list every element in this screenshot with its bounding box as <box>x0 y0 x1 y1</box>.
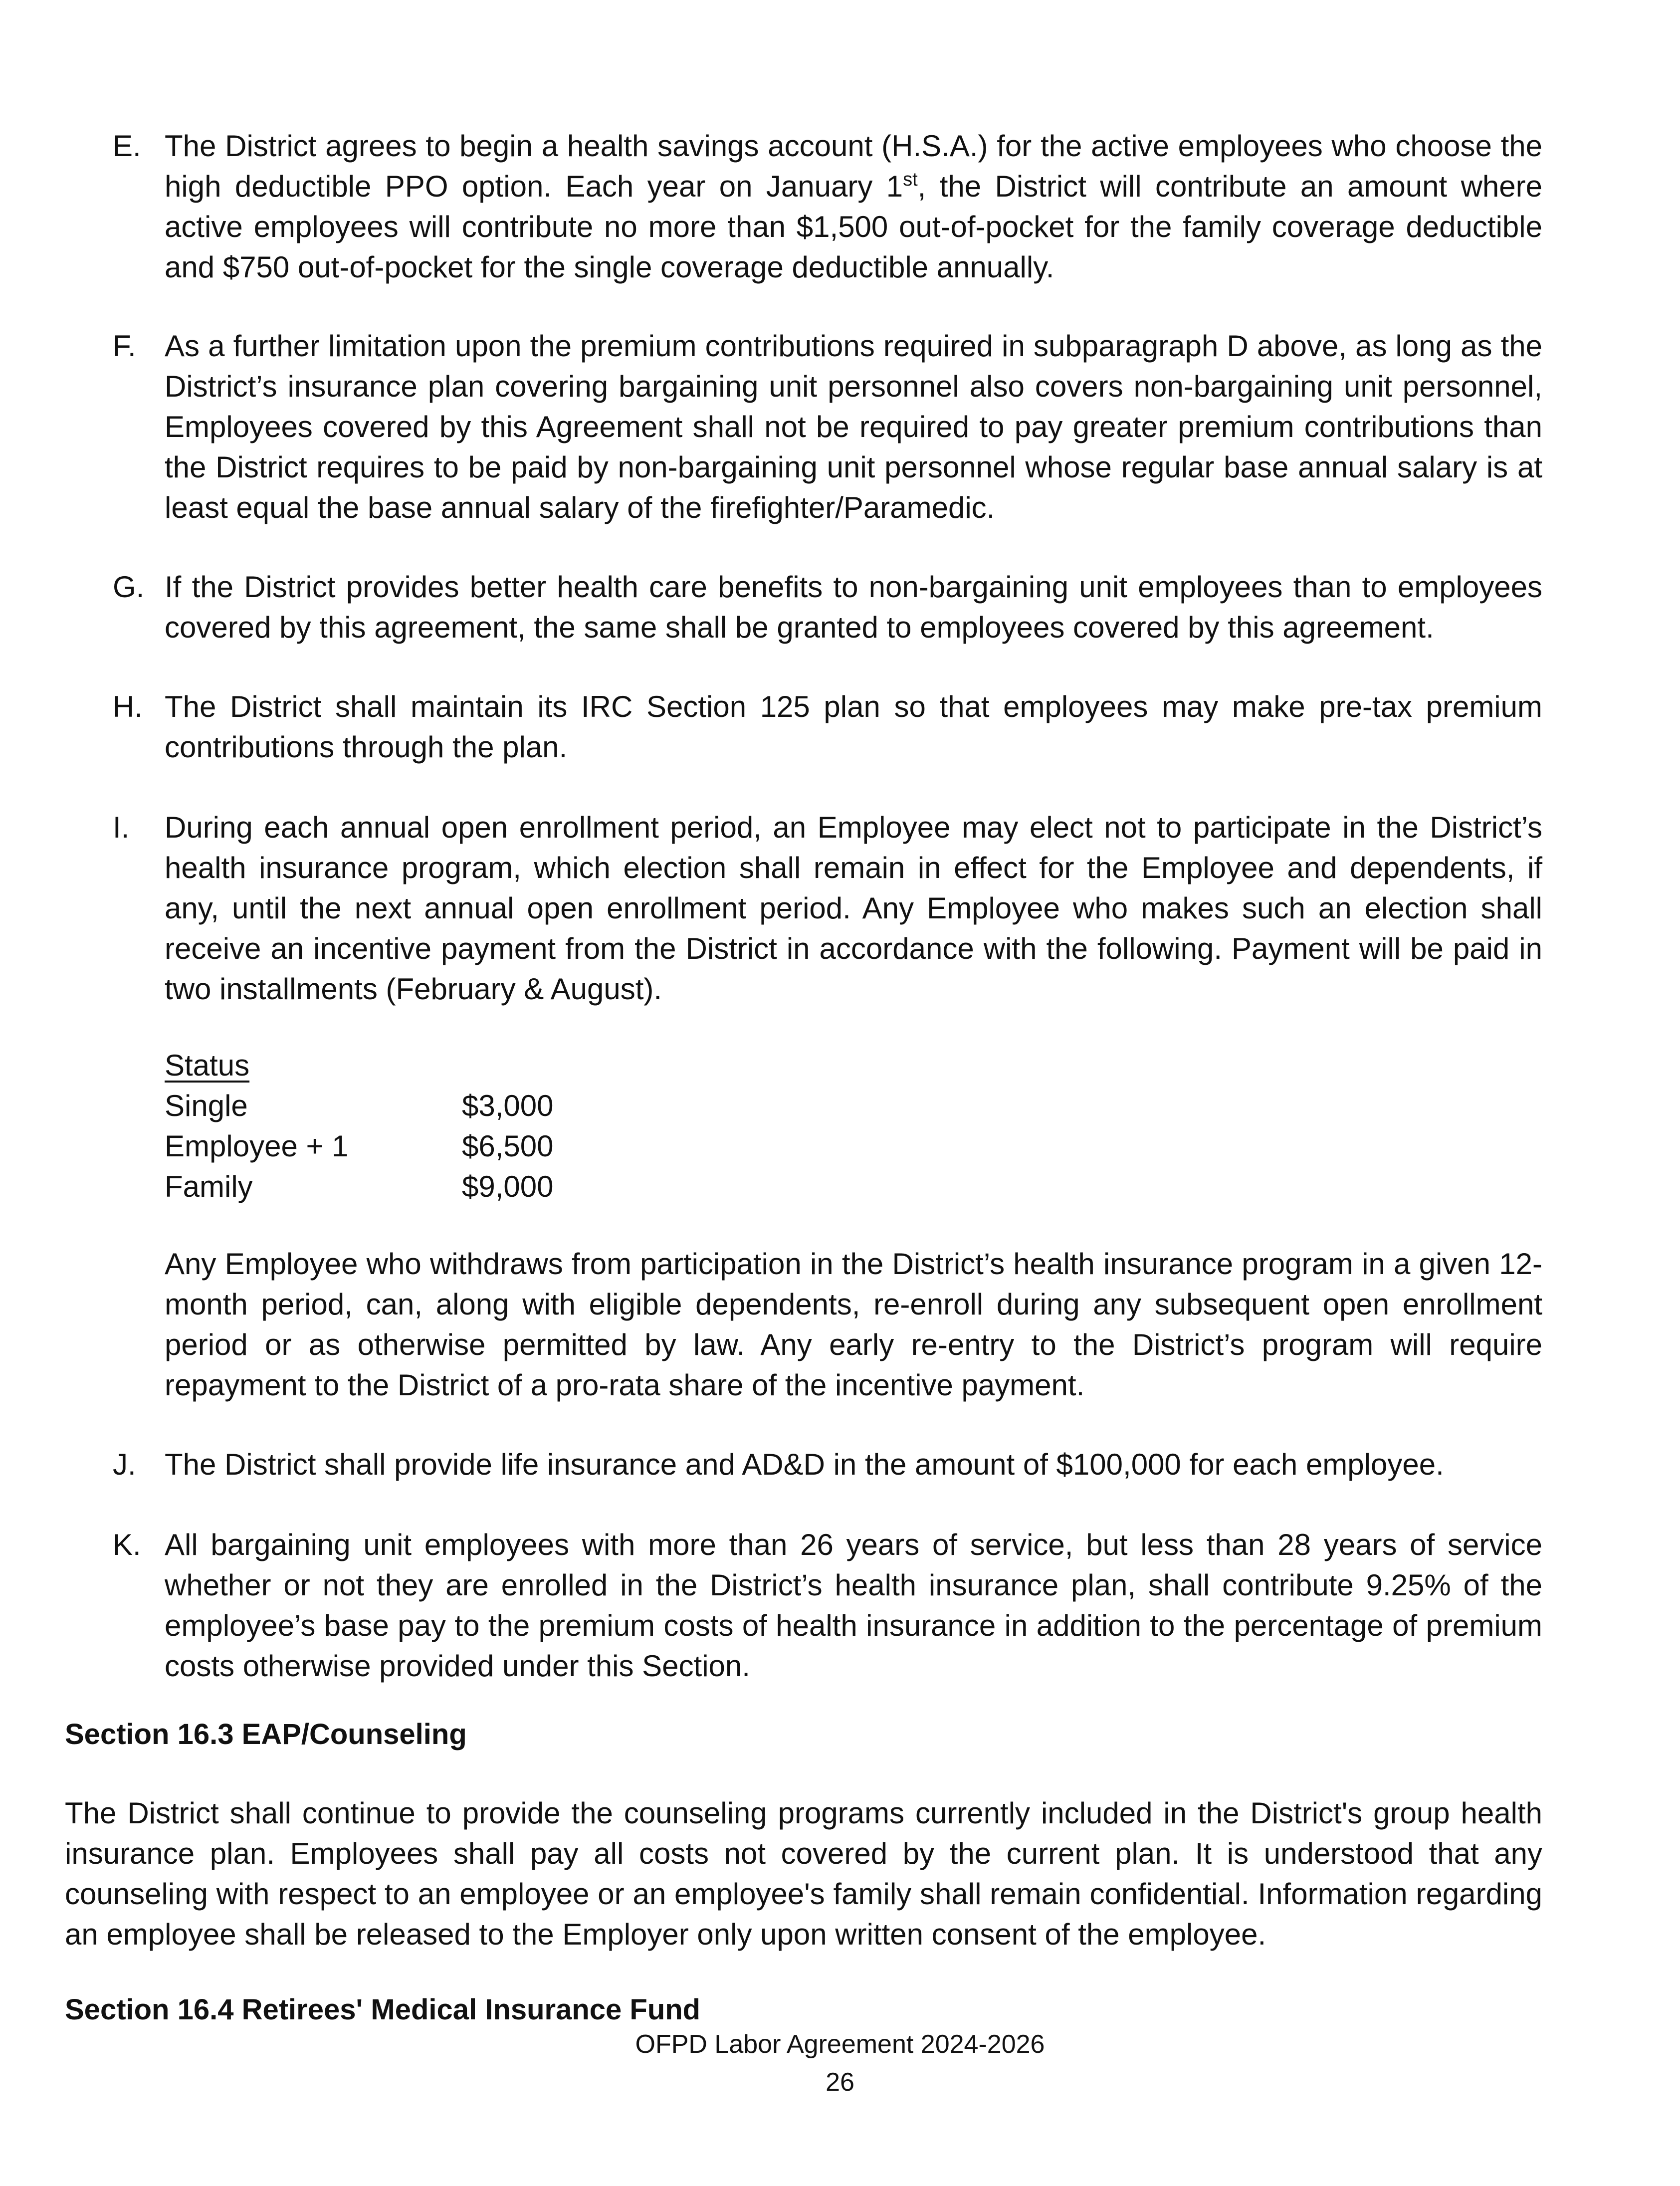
page-number: 26 <box>826 2068 854 2097</box>
list-item-text: All bargaining unit employees with more than 26 years of service, but less than 28 years of service whether or not they are enrolled in the District’s health insurance plan, shall contribute 9.25% of the employee’s base pay to the premium costs of health insurance in addition to the percentage of premium costs otherwise provided under this Section. <box>165 1528 1542 1683</box>
list-item-text: The District shall provide life insurance and AD&D in the amount of $100,000 for each employee. <box>165 1448 1444 1481</box>
list-item-letter: F. <box>113 329 136 363</box>
amount-cell: $6,500 <box>462 1129 554 1163</box>
list-item-j <box>113 1444 1542 1485</box>
list-item-letter: K. <box>113 1528 141 1561</box>
withdraw-paragraph: Any Employee who withdraws from participation in the District’s health insurance program in a given 12-month period, can, along with eligible dependents, re-enroll during any subsequent open enrollment period or as otherwise permitted by law. Any early re-entry to the District’s program will require repayment to the District of a pro-rata share of the incentive payment. <box>165 1247 1542 1402</box>
list-item-text: The District agrees to begin a health savings account (H.S.A.) for the active employees who choose the high deductible PPO option. Each year on January 1st, the District will contribute an amount where active employees will contribute no more than $1,500 out-of-pocket for the family coverage deductible and $750 out-of-pocket for the single coverage deductible annually. <box>165 129 1542 284</box>
list-item-letter: G. <box>113 570 145 604</box>
status-table-header: Status <box>165 1049 250 1082</box>
section-16-3-text: The District shall continue to provide the counseling programs currently included in the District's group health insurance plan. Employees shall pay all costs not covered by the current plan. It is understood that any counseling with respect to an employee or an employee's family shall remain confidential. Information regarding an employee shall be released to the Employer only upon written consent of the employee. <box>65 1796 1542 1951</box>
list-item-e <box>113 126 1542 287</box>
list-item-text: If the District provides better health care benefits to non-bargaining unit employees than to employees covered by this agreement, the same shall be granted to employees covered by this agreement. <box>165 570 1542 644</box>
table-row <box>165 1166 554 1207</box>
list-item-text: The District shall maintain its IRC Section 125 plan so that employees may make pre-tax premium contributions through the plan. <box>165 690 1542 764</box>
section-16-4-heading: Section 16.4 Retirees' Medical Insurance Fund <box>65 1993 701 2026</box>
status-cell: Employee + 1 <box>165 1129 349 1163</box>
list-item-g <box>113 567 1542 648</box>
list-item-letter: I. <box>113 811 130 844</box>
table-row <box>165 1126 554 1166</box>
list-item-f <box>113 326 1542 528</box>
list-item-letter: J. <box>113 1448 136 1481</box>
list-item-h <box>113 686 1542 767</box>
ordinal-suffix: st <box>903 169 918 190</box>
amount-cell: $3,000 <box>462 1089 554 1122</box>
section-16-3-heading: Section 16.3 EAP/Counseling <box>65 1718 467 1750</box>
list-item-k <box>113 1525 1542 1686</box>
list-item-letter: E. <box>113 129 141 163</box>
list-item-letter: H. <box>113 690 143 723</box>
list-item-i <box>113 807 1542 1009</box>
status-cell: Family <box>165 1170 253 1203</box>
incentive-status-table <box>165 1045 554 1207</box>
table-row <box>165 1086 554 1126</box>
amount-cell: $9,000 <box>462 1170 554 1203</box>
list-item-text: During each annual open enrollment period, an Employee may elect not to participate in the District’s health insurance program, which election shall remain in effect for the Employee and dependents, if any, until the next annual open enrollment period. Any Employee who makes such an election shall receive an incentive payment from the District in accordance with the following. Payment will be paid in two installments (February & August). <box>165 811 1542 1006</box>
status-cell: Single <box>165 1089 248 1122</box>
footer-title: OFPD Labor Agreement 2024-2026 <box>635 2030 1045 2059</box>
list-item-text: As a further limitation upon the premium contributions required in subparagraph D above, as long as the District’s insurance plan covering bargaining unit personnel also covers non-bargaining unit personnel, Employees covered by this Agreement shall not be required to pay greater premium contributions than the District requires to be paid by non-bargaining unit personnel whose regular base annual salary is at least equal the base annual salary of the firefighter/Paramedic. <box>165 329 1542 524</box>
